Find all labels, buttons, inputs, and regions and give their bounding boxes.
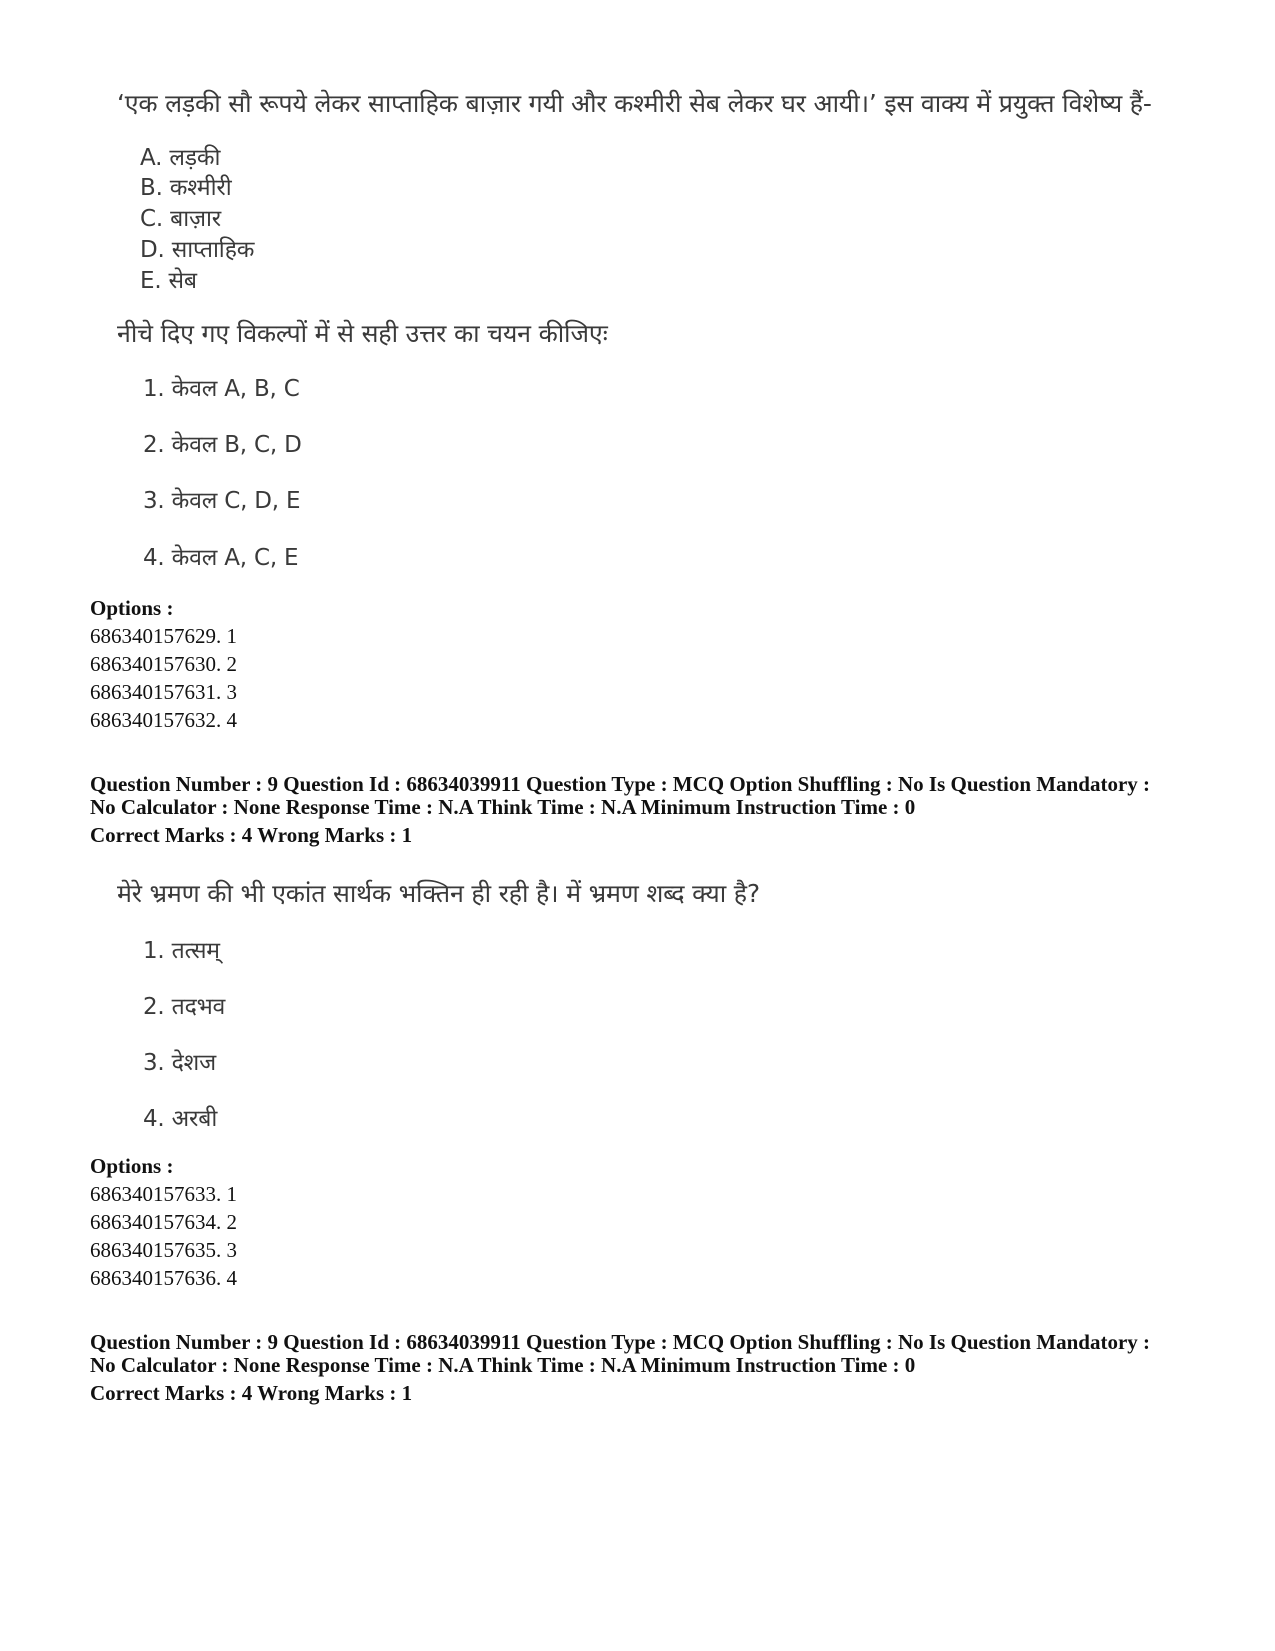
q10-header-line2: No Calculator : None Response Time : N.A Think Time : N.A Minimum Instruction Time : 0 (90, 1353, 916, 1377)
q9-choice-2: 2. तदभव (143, 994, 226, 1020)
q8-statement-c: C. बाज़ार (140, 206, 222, 232)
q9-option-id-4: 686340157636. 4 (90, 1266, 237, 1290)
q9-options-label: Options : (90, 1154, 174, 1178)
q8-choice-3: 3. केवल C, D, E (143, 488, 301, 514)
q8-statement-a: A. लड़की (140, 145, 221, 171)
q9-option-id-1: 686340157633. 1 (90, 1182, 237, 1206)
q9-header-line2: No Calculator : None Response Time : N.A Think Time : N.A Minimum Instruction Time : 0 (90, 795, 916, 819)
q8-statement-b: B. कश्मीरी (140, 175, 232, 201)
q8-stem: ‘एक लड़की सौ रूपये लेकर साप्ताहिक बाज़ार गयी और कश्मीरी सेब लेकर घर आयी।’ इस वाक्य में प्रयुक्त विशेष्य हैं- (117, 89, 1152, 118)
q8-instruction: नीचे दिए गए विकल्पों में से सही उत्तर का चयन कीजिएः (117, 319, 608, 348)
q9-header-line1: Question Number : 9 Question Id : 68634039911 Question Type : MCQ Option Shuffling : No Is Question Mandatory : (90, 772, 1151, 796)
q10-header-line1: Question Number : 9 Question Id : 68634039911 Question Type : MCQ Option Shuffling : No Is Question Mandatory : (90, 1330, 1151, 1354)
q9-choice-4: 4. अरबी (143, 1106, 218, 1132)
q8-option-id-4: 686340157632. 4 (90, 708, 237, 732)
q9-option-id-3: 686340157635. 3 (90, 1238, 237, 1262)
q8-option-id-1: 686340157629. 1 (90, 624, 237, 648)
q9-stem: मेरे भ्रमण की भी एकांत सार्थक भक्तिन ही रही है। में भ्रमण शब्द क्या है? (117, 879, 760, 908)
q8-choice-1: 1. केवल A, B, C (143, 376, 300, 402)
q8-choice-2: 2. केवल B, C, D (143, 432, 302, 458)
q8-statement-e: E. सेब (140, 268, 197, 294)
q9-header-marks: Correct Marks : 4 Wrong Marks : 1 (90, 823, 413, 847)
q8-option-id-3: 686340157631. 3 (90, 680, 237, 704)
q8-statement-d: D. साप्ताहिक (140, 237, 255, 263)
q8-option-id-2: 686340157630. 2 (90, 652, 237, 676)
q8-options-label: Options : (90, 596, 174, 620)
q9-choice-1: 1. तत्सम् (143, 938, 220, 964)
q9-option-id-2: 686340157634. 2 (90, 1210, 237, 1234)
q10-header-marks: Correct Marks : 4 Wrong Marks : 1 (90, 1381, 413, 1405)
q8-choice-4: 4. केवल A, C, E (143, 545, 299, 571)
q9-choice-3: 3. देशज (143, 1050, 216, 1076)
